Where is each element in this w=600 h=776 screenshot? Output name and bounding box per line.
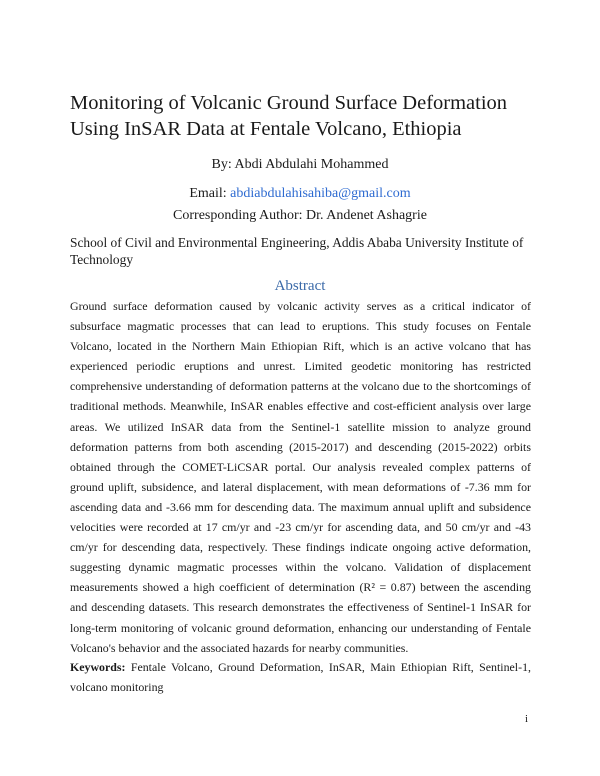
abstract-heading: Abstract (274, 278, 326, 294)
paper-title: Monitoring of Volcanic Ground Surface Deformation Using InSAR Data at Fentale Volcano, Ethiopia (70, 92, 508, 140)
corresponding-author: Corresponding Author: Dr. Andenet Ashagrie (173, 208, 427, 223)
email-line (0, 186, 600, 202)
author-line: By: Abdi Abdulahi Mohammed (211, 157, 389, 172)
keywords-list: Fentale Volcano, Ground Deformation, InSAR, Main Ethiopian Rift, Sentinel-1, volcano monitoring (70, 660, 531, 695)
abstract-text: Ground surface deformation caused by volcanic activity serves as a critical indicator of subsurface magmatic processes that can lead to eruptions. This study focuses on Fentale Volcano, located in the Northern Main Ethiopian Rift, which is an active volcano that has experienced periodic eruptions and unrest. Limited geodetic monitoring has restricted comprehensive understanding of deformation patterns at the volcano due to the shortcomings of traditional methods. Meanwhile, InSAR enables effective and cost-efficient analysis over large areas. We utilized InSAR data from the Sentinel-1 satellite mission to analyze ground deformation patterns from both ascending (2015-2017) and descending (2015-2022) orbits obtained through the COMET-LiCSAR portal. Our analysis revealed complex patterns of ground uplift, subsidence, and lateral displacement, with mean deformations of -7.36 mm for ascending data and -3.66 mm for descending data. The maximum annual uplift and subsidence velocities were recorded at 17 cm/yr and -23 cm/yr for ascending data, and 50 cm/yr and -43 cm/yr for descending data, respectively. These findings indicate ongoing active deformation, suggesting dynamic magmatic processes within the volcano. Validation of displacement measurements showed a high coefficient of determination (R² = 0.87) between the ascending and descending datasets. This research demonstrates the effectiveness of Sentinel-1 InSAR for long-term monitoring of volcanic ground deformation, enhancing our understanding of Fentale Volcano's behavior and the associated hazards for nearby communities. (70, 299, 531, 655)
page-number: i (525, 713, 529, 725)
affiliation: School of Civil and Environmental Engineering, Addis Ababa University Institute of Technology (70, 235, 524, 267)
keywords-paragraph (70, 657, 531, 697)
email-link[interactable]: abdiabdulahisahiba@gmail.com (230, 186, 411, 201)
keywords-label: Keywords: (70, 660, 126, 674)
email-label: Email: (189, 186, 231, 201)
